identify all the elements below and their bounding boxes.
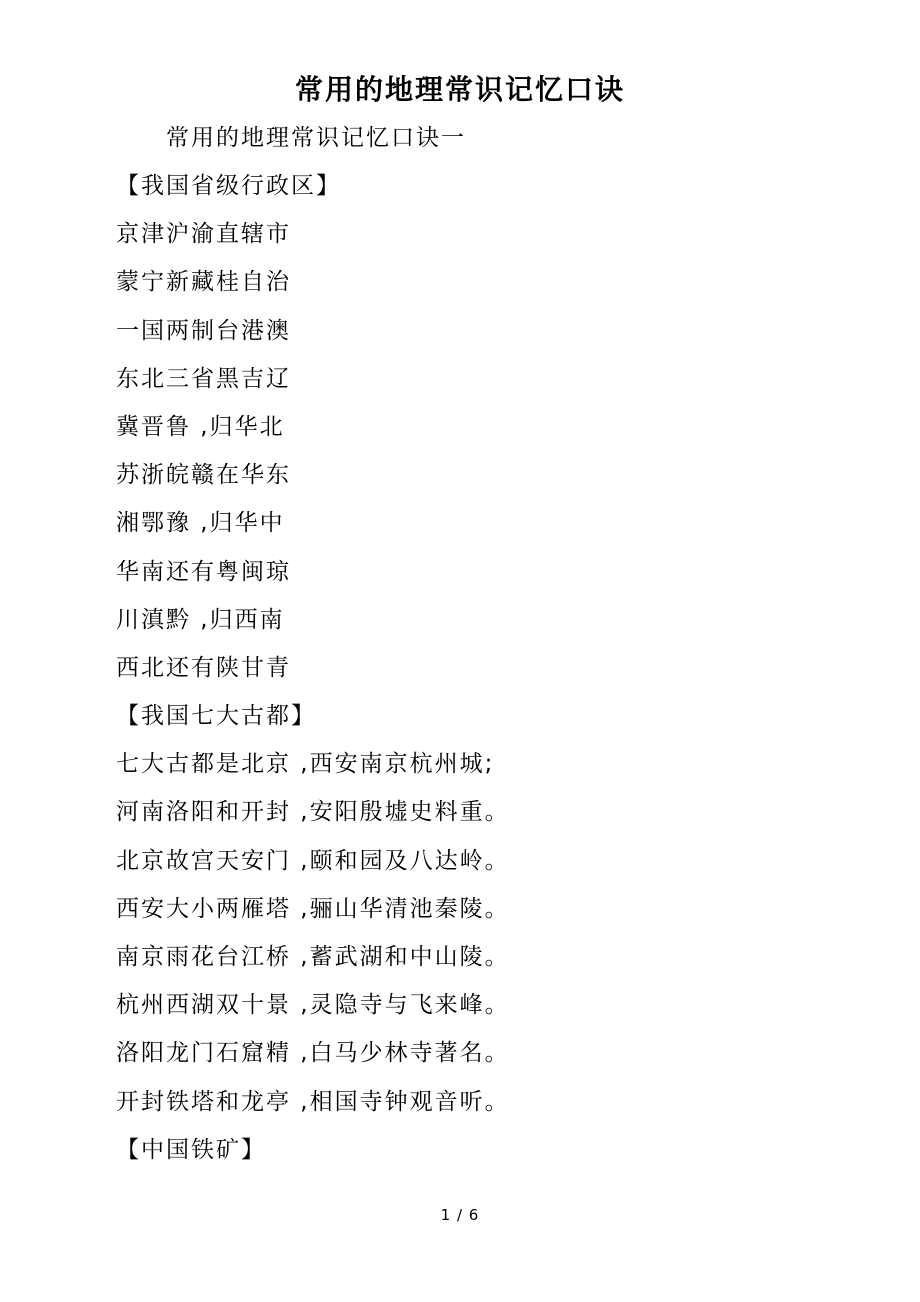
document-subtitle: 常用的地理常识记忆口诀一 [166,125,466,151]
text-line: 河南洛阳和开封 ,安阳殷墟史料重。 [116,799,510,826]
text-line: 东北三省黑吉辽 [116,365,291,392]
text-line: 川滇黔 ,归西南 [116,606,285,633]
text-line: 苏浙皖赣在华东 [116,462,291,489]
document-title: 常用的地理常识记忆口诀 [294,73,625,106]
text-line: 湘鄂豫 ,归华中 [116,510,285,537]
section-heading-provinces: 【我国省级行政区】 [116,173,341,199]
text-line: 杭州西湖双十景 ,灵隐寺与飞来峰。 [116,992,510,1019]
page-number: 1 / 6 [440,1206,480,1224]
text-line: 西安大小两雁塔 ,骊山华清池秦陵。 [116,895,510,922]
text-line: 北京故宫天安门 ,颐和园及八达岭。 [116,847,510,874]
text-line: 西北还有陕甘青 [116,654,291,681]
text-line: 洛阳龙门石窟精 ,白马少林寺著名。 [116,1040,510,1067]
text-line: 七大古都是北京 ,西安南京杭州城; [116,751,495,778]
text-line: 一国两制台港澳 [116,317,291,344]
text-line: 京津沪渝直辖市 [116,221,291,248]
text-line: 冀晋鲁 ,归华北 [116,413,285,440]
text-line: 蒙宁新藏桂自治 [116,269,291,296]
text-lines [116,166,510,1178]
section-heading-ancient-capitals: 【我国七大古都】 [116,703,316,730]
text-line: 华南还有粤闽琼 [116,558,291,585]
text-line: 开封铁塔和龙亭 ,相国寺钟观音听。 [116,1088,510,1115]
section-heading-iron-ore: 【中国铁矿】 [116,1136,266,1163]
text-line: 南京雨花台江桥 ,蓄武湖和中山陵。 [116,944,510,970]
